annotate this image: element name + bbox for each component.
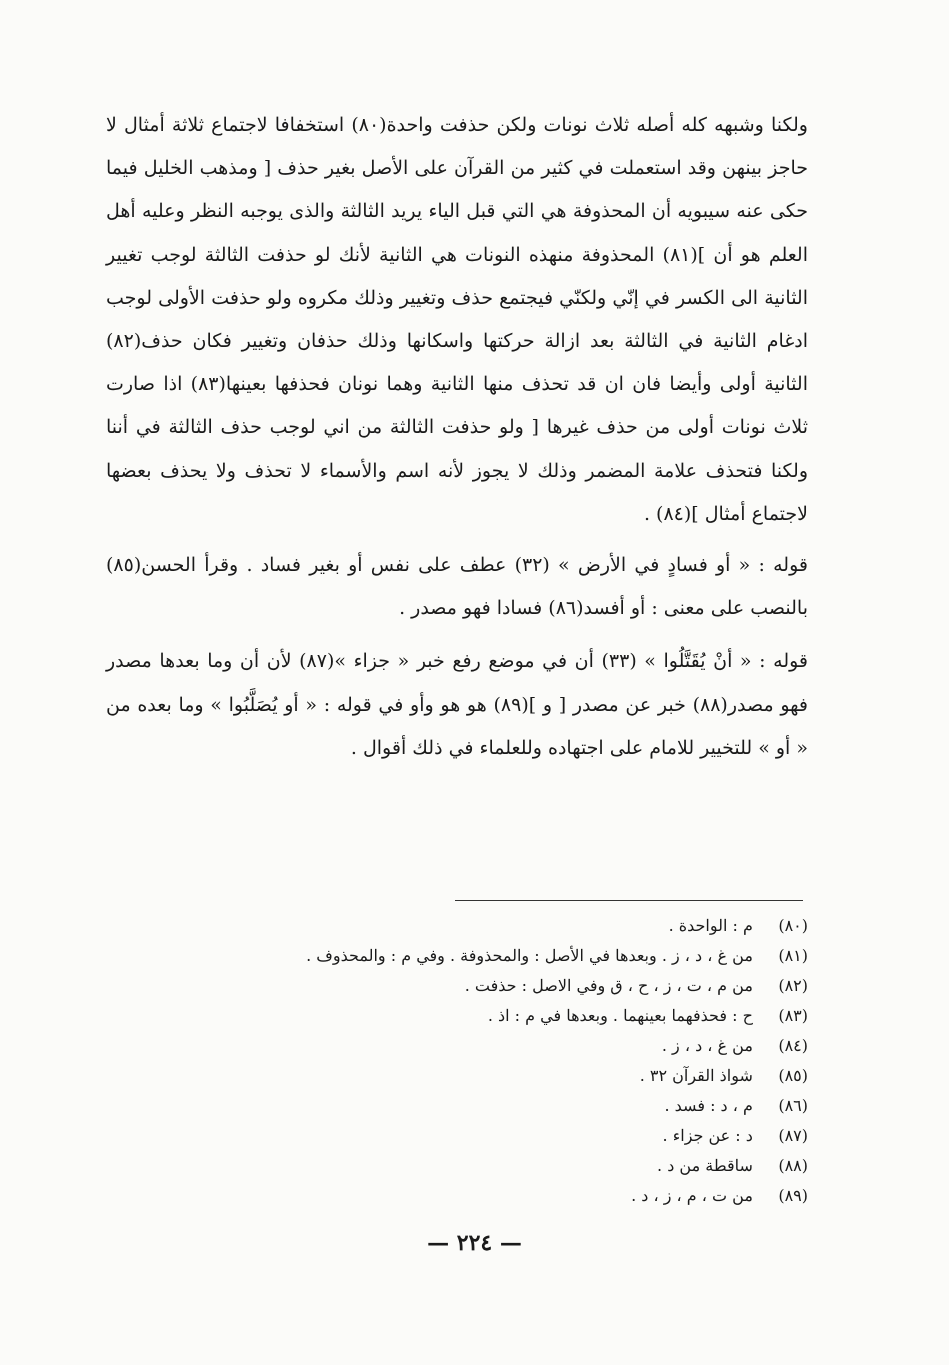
footnote-text: ح : فحذفهما بعينهما . وبعدها في م : اذ . <box>487 1006 753 1025</box>
footnote-item <box>120 1181 808 1211</box>
footnote-item <box>120 911 808 941</box>
footnote-text: من ت ، م ، ز ، د . <box>631 1186 753 1205</box>
footnote-text: من غ ، د ، ز . <box>661 1036 753 1055</box>
footnote-item <box>120 1121 808 1151</box>
footnote-number: (٨٨) <box>778 1156 808 1175</box>
footnote-item <box>120 1091 808 1121</box>
footnote-number: (٨٦) <box>778 1096 808 1115</box>
page-number: — ٢٢٤ — <box>427 1230 522 1256</box>
footnote-item <box>120 941 808 971</box>
footnote-number: (٨٣) <box>778 1006 808 1025</box>
paragraph: ولكنا وشبهه كله أصله ثلاث نونات ولكن حذفت واحدة(٨٠) استخفافا لاجتماع ثلاثة أمثال لا حاجز بينهن وقد استعملت في كثير من القرآن على الأصل بغير حذف [ ومذهب الخليل فيما حكى عنه سيبويه أن المحذوفة هي التي قبل الياء يريد الثالثة والذى يوجبه النظر وعليه أهل العلم هو أن ](٨١) المحذوفة منهذه النونات هي الثانية لأنك لو حذفت الثالثة لوجب تغيير الثانية الى الكسر في إنّي ولكنّي فيجتمع حذف وتغيير وذلك مكروه ولو حذفت الأولى لوجب ادغام الثانية في الثالثة بعد ازالة حركتها واسكانها وذلك حذفان وتغيير فكان حذف(٨٢) الثانية أولى وأيضا فان ان قد تحذف منها الثانية وهما نونان فحذفها بعينها(٨٣) اذا صارت ثلاث نونات أولى من حذف غيرها [ ولو حذفت الثالثة من اني لوجب حذف الثالثة في أننا ولكنا فتحذف علامة المضمر وذلك لا يجوز لأنه اسم والأسماء لا تحذف ولا يحذف بعضها لاجتماع أمثال ](٨٤) ‌. <box>106 114 808 525</box>
footnote-item <box>120 1001 808 1031</box>
footnote-text: من م ، ت ، ز ، ح ، ق وفي الاصل : حذفت . <box>464 976 753 995</box>
footnote-text: ساقطة من د . <box>657 1156 753 1175</box>
paragraph: قوله : « أنْ يُقَتَّلُوا » (٣٣) أن في موضع رفع خبر « جزاء »(٨٧) لأن أن وما بعدها مصدر فهو مصدر(٨٨) خبر عن مصدر [ و ](٨٩) هو هو وأو في قوله : « أو يُصَلَّبُوا » وما بعده من « أو » للتخيير للامام على اجتهاده وللعلماء في ذلك أقوال . <box>106 650 809 759</box>
footnote-item <box>120 1151 808 1181</box>
footnote-divider <box>455 900 803 901</box>
footnote-number: (٨٥) <box>778 1066 808 1085</box>
footnotes-list <box>120 911 808 1211</box>
footnote-number: (٨٩) <box>778 1186 808 1205</box>
footnote-number: (٨٧) <box>778 1126 808 1145</box>
footnote-number: (٨٠) <box>778 916 808 935</box>
paragraph: قوله : « أو فسادٍ في الأرض » (٣٢) عطف على نفس أو بغير فساد . وقرأ الحسن(٨٥) بالنصب على معنى : أو أفسد(٨٦) فسادا فهو مصدر . <box>106 554 808 620</box>
footnote-text: شواذ القرآن ٣٢ . <box>639 1066 753 1085</box>
footnote-item <box>120 971 808 1001</box>
footnote-text: من غ ، د ، ز . وبعدها في الأصل : والمحذوفة . وفي م : والمحذوف . <box>306 946 753 965</box>
footnote-item <box>120 1061 808 1091</box>
footnote-text: د : عن جزاء . <box>662 1126 753 1145</box>
footnote-item <box>120 1031 808 1061</box>
footnote-text: م ، د : فسد . <box>664 1096 753 1115</box>
footnote-text: م : الواحدة . <box>668 916 753 935</box>
footnote-number: (٨١) <box>778 946 808 965</box>
footnote-number: (٨٤) <box>778 1036 808 1055</box>
main-text <box>106 104 808 770</box>
footnote-number: (٨٢) <box>778 976 808 995</box>
